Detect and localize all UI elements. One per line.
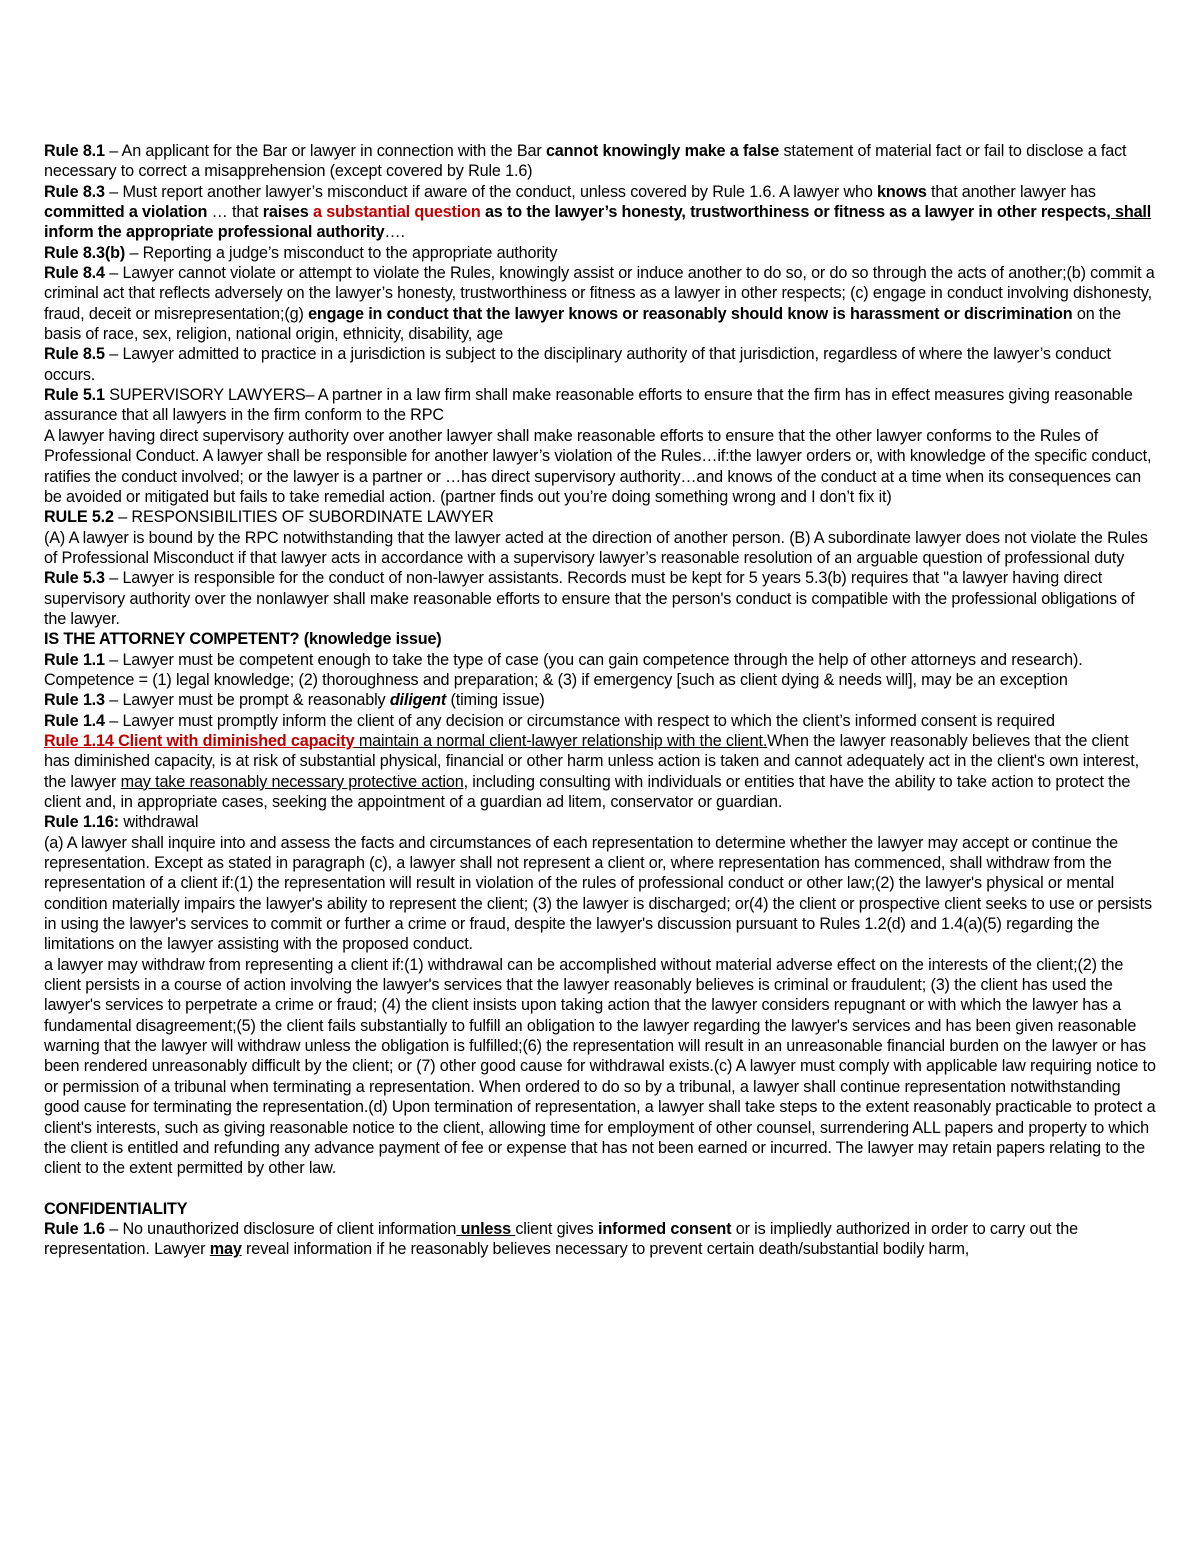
paragraph	[44, 955, 1158, 1179]
rule-heading: Rule 1.1	[44, 650, 105, 669]
rule-heading: Rule 1.4	[44, 711, 105, 730]
text-run: – An applicant for the Bar or lawyer in connection with the Bar	[104, 142, 546, 160]
text-run: or is impliedly authorized in order to carry out the representation. Lawyer	[44, 1219, 1078, 1259]
paragraph	[44, 528, 1158, 569]
text-run: maintain a normal client-lawyer relationship with the client.	[354, 731, 768, 750]
paragraph	[44, 833, 1158, 955]
paragraph	[44, 629, 1158, 649]
rule-heading: Rule 5.1	[44, 386, 105, 405]
paragraph	[44, 650, 1158, 691]
text-run: committed a violation	[44, 203, 208, 222]
text-run: a substantial question	[313, 203, 481, 222]
text-run: – Lawyer must be competent enough to take the type of case (you can gain competence through the help of other attorneys and research). Competence = (1) legal knowledge; (2) thoroughness and preparation; & (3) if emergency [such as client dying & needs will], may be an exception	[44, 650, 1083, 689]
text-run: raises	[262, 203, 309, 222]
text-run: client gives	[515, 1219, 598, 1238]
text-run: When the lawyer reasonably believes that the client has diminished capacity, is at risk of substantial physical, financial or other harm unless action is taken and cannot adequately act in the client's own interest, the lawyer	[44, 731, 1139, 791]
rule-heading: Rule 8.3(b)	[44, 243, 126, 262]
rule-heading: Rule 8.5	[44, 345, 105, 364]
text-run: ….	[384, 223, 405, 242]
text-run: a lawyer may withdraw from representing a client if:(1) withdrawal can be accomplished without material adverse effect on the interests of the client;(2) the client persists in a course of action involving the lawyer's services that the lawyer reasonably believes is criminal or fraudulent; (3) the client has used the lawyer's services to perpetrate a crime or fraud; (4) the client insists upon taking action that the lawyer considers repugnant or with which the lawyer has a fundamental disagreement;(5) the client fails substantially to fulfill an obligation to the lawyer regarding the lawyer's services and has been given reasonable warning that the lawyer will withdraw unless the obligation is fulfilled;(6) the representation will result in an unreasonable financial burden on the lawyer or has been rendered unreasonably difficult by the client; or (7) other good cause for withdrawal exists.(c) A lawyer must comply with applicable law requiring notice to or permission of a tribunal when terminating a representation. When ordered to do so by a tribunal, a lawyer shall continue representation notwithstanding good cause for terminating the representation.(d) Upon termination of representation, a lawyer shall take steps to the extent reasonably practicable to protect a client's interests, such as giving reasonable notice to the client, allowing time for employment of other counsel, surrendering ALL papers and property to which the client is entitled and refunding any advance payment of fee or expense that has not been earned or incurred. The lawyer may retain papers relating to the client to the extent permitted by other law.	[44, 955, 1156, 1178]
rule-heading: CONFIDENTIALITY	[44, 1199, 188, 1218]
paragraph	[44, 263, 1158, 344]
document-body	[44, 141, 1158, 1260]
rule-heading: Rule 8.4	[44, 264, 105, 283]
text-run: knows	[877, 182, 927, 201]
text-run: cannot knowingly make a false	[545, 142, 780, 160]
paragraph	[44, 182, 1158, 243]
text-run: – Lawyer is responsible for the conduct of non-lawyer assistants. Records must be kept for 5 years 5.3(b) requires that "a lawyer having direct supervisory authority over the nonlawyer shall make reasonable efforts to ensure that the person's conduct is compatible with the professional obligations of the lawyer.	[44, 569, 1135, 628]
text-run: (A) A lawyer is bound by the RPC notwithstanding that the lawyer acted at the direction of another person. (B) A subordinate lawyer does not violate the Rules of Professional Misconduct if that lawyer acts in accordance with a supervisory lawyer’s reasonable resolution of an arguable question of professional duty	[44, 528, 1148, 567]
text-run: , shall	[1106, 203, 1152, 222]
text-run: withdrawal	[118, 813, 199, 832]
paragraph	[44, 344, 1158, 385]
text-run: , including consulting with individuals or entities that have the ability to take action to protect the client and, in appropriate cases, seeking the appointment of a guardian ad litem, conservator or guardian.	[44, 772, 1131, 811]
text-run: inform the appropriate professional authority	[44, 223, 385, 242]
rule-heading: RULE 5.2	[44, 508, 114, 527]
paragraph	[44, 243, 1158, 263]
text-run: … that	[207, 203, 263, 222]
text-run: – RESPONSIBILITIES OF SUBORDINATE LAWYER	[113, 508, 494, 527]
rule-heading: Rule 8.3	[44, 182, 105, 201]
paragraph	[44, 141, 1158, 182]
paragraph	[44, 812, 1158, 832]
paragraph	[44, 385, 1158, 426]
rule-heading: Rule 1.6	[44, 1219, 105, 1238]
text-run: A lawyer having direct supervisory authority over another lawyer shall make reasonable efforts to ensure that the other lawyer conforms to the Rules of Professional Conduct. A lawyer shall be responsible for another lawyer’s violation of the Rules…if:the lawyer orders or, with knowledge of the specific conduct, ratifies the conduct involved; or the lawyer is a partner or …has direct supervisory authority…and knows of the conduct at a time when its consequences can be avoided or mitigated but fails to take remedial action. (partner finds out you’re doing something wrong and I don’t fix it)	[44, 426, 1152, 506]
paragraph	[44, 711, 1158, 731]
text-run: informed consent	[597, 1219, 732, 1238]
rule-heading: Rule 1.14 Client with diminished capacity	[44, 731, 355, 750]
paragraph	[44, 507, 1158, 527]
blank-line	[44, 1179, 1158, 1199]
text-run: SUPERVISORY LAWYERS– A partner in a law firm shall make reasonable efforts to ensure that the firm has in effect measures giving reasonable assurance that all lawyers in the firm conform to the RPC	[44, 386, 1133, 425]
text-run: on the basis of race, sex, religion, national origin, ethnicity, disability, age	[44, 304, 1121, 344]
text-run: unless	[456, 1219, 516, 1238]
text-run: – Lawyer must promptly inform the client of any decision or circumstance with respect to which the client’s informed consent is required	[104, 711, 1055, 730]
rule-heading: Rule 8.1	[44, 142, 105, 160]
rule-heading: Rule 1.16:	[44, 813, 119, 832]
text-run: reveal information if he reasonably believes necessary to prevent certain death/substantial bodily harm,	[241, 1240, 970, 1259]
text-run: statement of material fact or fail to disclose a fact necessary to correct a misapprehension (except covered by Rule 1.6)	[44, 142, 1127, 181]
rule-heading: Rule 5.3	[44, 569, 105, 588]
text-run: engage in conduct that the lawyer knows or reasonably should know is harassment or discrimination	[308, 304, 1073, 323]
text-run: – Lawyer must be prompt & reasonably	[104, 691, 390, 710]
text-run: (timing issue)	[446, 691, 545, 710]
paragraph	[44, 690, 1158, 710]
text-run: – Must report another lawyer’s misconduct if aware of the conduct, unless covered by Rule 1.6. A lawyer who	[104, 182, 878, 201]
paragraph	[44, 1219, 1158, 1260]
text-run: may	[209, 1240, 242, 1259]
paragraph	[44, 568, 1158, 629]
text-run: – Lawyer cannot violate or attempt to violate the Rules, knowingly assist or induce another to do so, or do so through the acts of another;(b) commit a criminal act that reflects adversely on the lawyer’s honesty, trustworthiness or fitness as a lawyer in other respects; (c) engage in conduct involving dishonesty, fraud, deceit or misrepresentation;(g)	[44, 264, 1155, 323]
paragraph	[44, 1199, 1158, 1219]
text-run: may take reasonably necessary protective action	[120, 772, 464, 791]
text-run: – Lawyer admitted to practice in a jurisdiction is subject to the disciplinary authority of that jurisdiction, regardless of where the lawyer’s conduct occurs.	[44, 345, 1111, 384]
text-run: as to the lawyer’s honesty, trustworthiness or fitness as a lawyer in other respects	[480, 203, 1107, 222]
text-run: – No unauthorized disclosure of client information	[104, 1219, 457, 1238]
rule-heading: Rule 1.3	[44, 691, 105, 710]
rule-heading: IS THE ATTORNEY COMPETENT? (knowledge issue)	[44, 630, 442, 649]
text-run: – Reporting a judge’s misconduct to the appropriate authority	[125, 243, 558, 262]
text-run: that another lawyer has	[926, 182, 1096, 201]
paragraph	[44, 731, 1158, 812]
text-run: (a) A lawyer shall inquire into and assess the facts and circumstances of each representation to determine whether the lawyer may accept or continue the representation. Except as stated in paragraph (c), a lawyer shall not represent a client or, where representation has commenced, shall withdraw from the representation of a client if:(1) the representation will result in violation of the rules of professional conduct or other law;(2) the lawyer's physical or mental condition materially impairs the lawyer's ability to represent the client; (3) the lawyer is discharged; or(4) the client or prospective client seeks to use or persists in using the lawyer's services to commit or further a crime or fraud, despite the lawyer's discussion pursuant to Rules 1.2(d) and 1.4(a)(5) regarding the limitations on the lawyer assisting with the proposed conduct.	[44, 833, 1152, 954]
paragraph	[44, 426, 1158, 507]
text-run: diligent	[389, 691, 447, 710]
